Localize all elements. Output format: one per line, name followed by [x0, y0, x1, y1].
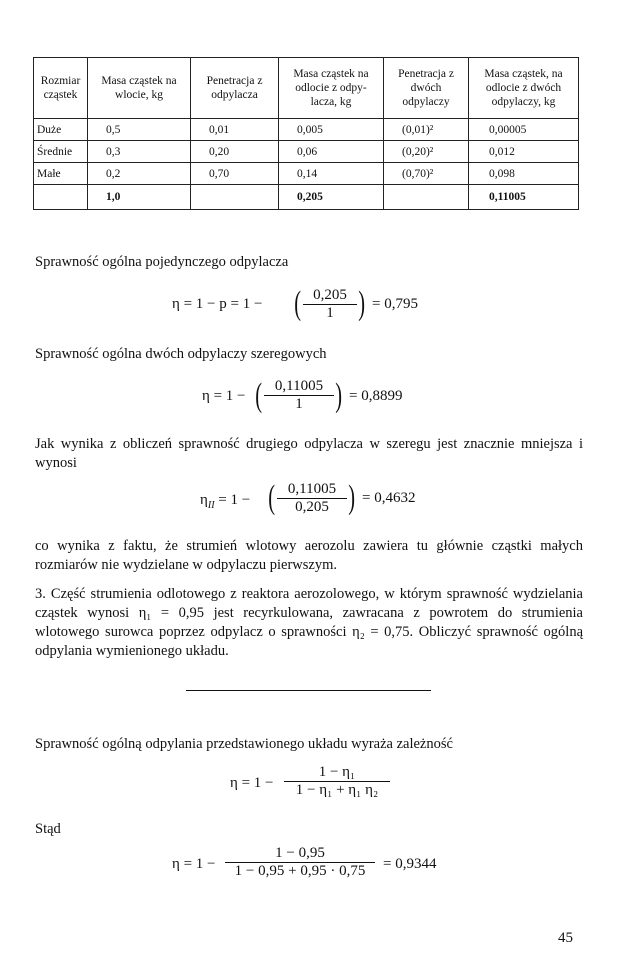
- paren-left: (: [294, 285, 302, 322]
- table-cell: 0,2: [88, 163, 191, 185]
- numerator: 1 − 0,95: [225, 845, 375, 863]
- fraction: [303, 287, 357, 322]
- equation-rhs: = 0,4632: [362, 490, 416, 506]
- table-cell: 0,06: [279, 141, 384, 163]
- paren-left: (: [255, 377, 263, 414]
- table-cell: 0,005: [279, 119, 384, 141]
- paren-right: ): [348, 479, 356, 516]
- table-cell: 0,205: [279, 185, 384, 210]
- equation-lhs-tail: = 1 −: [218, 492, 251, 508]
- table-row: [34, 141, 579, 163]
- table-cell: 0,70: [191, 163, 279, 185]
- equation-rhs: = 0,795: [372, 296, 418, 312]
- numerator: 0,11005: [264, 378, 334, 396]
- table-cell: Duże: [34, 119, 88, 141]
- paragraph: Sprawność ogólna pojedynczego odpylacza: [35, 254, 289, 270]
- equation-lhs: [200, 492, 250, 511]
- numerator: 0,11005: [277, 481, 347, 499]
- fraction: [225, 845, 375, 880]
- table-cell: [191, 185, 279, 210]
- paren-left: (: [268, 479, 276, 516]
- table-cell: 0,098: [469, 163, 579, 185]
- table-row: [34, 119, 579, 141]
- table-cell: (0,20)²: [384, 141, 469, 163]
- table-cell: [384, 185, 469, 210]
- paragraph: Sprawność ogólną odpylania przedstawionego układu wyraża zależność: [35, 736, 453, 752]
- page-number: 45: [558, 930, 573, 946]
- paren-right: ): [358, 285, 366, 322]
- header-cell: Penetracja z odpylacza: [191, 58, 279, 119]
- equation-lhs: η = 1 −: [172, 856, 216, 872]
- denominator: 1 − η₁ + η₁ η₂: [295, 782, 379, 798]
- paragraph: Jak wynika z obliczeń sprawność drugiego odpylacza w szeregu jest znacznie mniejsza i wynosi: [35, 436, 583, 471]
- paragraph: 3. Część strumienia odlotowego z reaktora aerozolowego, w którym sprawność wydzielania cząstek wynosi η₁ = 0,95 jest recyrkulowana, zawracana z powrotem do strumienia wlotowego surowca poprzez odpylacz o sprawności η₂ = 0,75. Obliczyć sprawność ogólną odpylania wymienionego układu.: [35, 586, 583, 659]
- equation-rhs: = 0,9344: [383, 856, 437, 872]
- paragraph: Sprawność ogólna dwóch odpylaczy szeregowych: [35, 346, 327, 362]
- divider: [186, 690, 431, 691]
- table-header-row: [34, 58, 579, 119]
- table-cell: 0,11005: [469, 185, 579, 210]
- table-cell: (0,01)²: [384, 119, 469, 141]
- table-cell: 0,012: [469, 141, 579, 163]
- equation-lhs: η = 1 − p = 1 −: [172, 296, 263, 312]
- denominator: 0,205: [295, 499, 329, 515]
- paragraph: co wynika z faktu, że strumień wlotowy aerozolu zawiera tu głównie cząstki małych rozmiarów nie wydzielane w odpylaczu pierwszym.: [35, 538, 583, 573]
- header-cell: Penetracja z dwóch odpylaczy: [384, 58, 469, 119]
- eta-symbol: η: [200, 492, 208, 508]
- header-cell: Rozmiar cząstek: [34, 58, 88, 119]
- table-cell: Małe: [34, 163, 88, 185]
- denominator: 1: [295, 396, 303, 412]
- paragraph: Stąd: [35, 821, 61, 837]
- table-cell: Średnie: [34, 141, 88, 163]
- fraction: [284, 764, 390, 799]
- denominator: 1 − 0,95 + 0,95 · 0,75: [234, 863, 366, 879]
- table-row: [34, 163, 579, 185]
- data-table: [33, 57, 579, 210]
- paren-right: ): [335, 377, 343, 414]
- table-cell: (0,70)²: [384, 163, 469, 185]
- table-cell: 0,14: [279, 163, 384, 185]
- equation-lhs: η = 1 −: [230, 775, 274, 791]
- numerator: 0,205: [303, 287, 357, 305]
- denominator: 1: [326, 305, 334, 321]
- table-cell: 0,5: [88, 119, 191, 141]
- table-cell: 0,01: [191, 119, 279, 141]
- header-cell: Masa cząstek, na odlocie z dwóch odpylaczy, kg: [469, 58, 579, 119]
- header-cell: Masa cząstek na wlocie, kg: [88, 58, 191, 119]
- table-total-row: [34, 185, 579, 210]
- fraction: [277, 481, 347, 516]
- table-cell: 0,00005: [469, 119, 579, 141]
- table-cell: 0,20: [191, 141, 279, 163]
- header-cell: Masa cząstek na odlocie z odpy-lacza, kg: [279, 58, 384, 119]
- table-cell: [34, 185, 88, 210]
- table-cell: 1,0: [88, 185, 191, 210]
- equation-lhs: η = 1 −: [202, 388, 246, 404]
- eta-subscript: II: [207, 500, 215, 511]
- numerator: 1 − η₁: [284, 764, 390, 782]
- equation-rhs: = 0,8899: [349, 388, 403, 404]
- table-cell: 0,3: [88, 141, 191, 163]
- fraction: [264, 378, 334, 413]
